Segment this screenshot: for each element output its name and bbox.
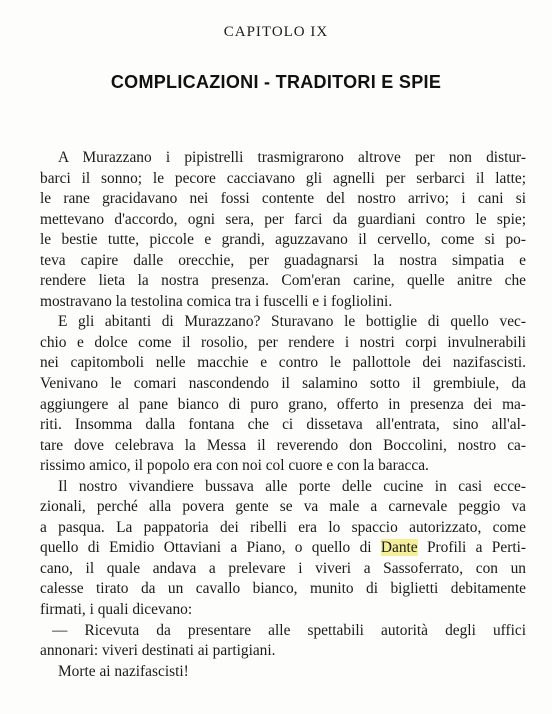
text-line: Morte ai nazifascisti! — [58, 662, 189, 680]
text-line-with-highlight — [40, 538, 526, 559]
text-line: riti. Insomma dalla fontana che ci dissetava all'entrata, sino all'al- — [40, 416, 526, 434]
text-segment: quello di Emidio Ottaviani a Piano, o quello di — [40, 539, 372, 557]
text-line: barci il sonno; le pecore cacciavano gli agnelli per serbarci il latte; — [40, 169, 526, 187]
text-line: teva capire dalle orecchie, per guadagnarsi la nostra simpatia e — [40, 251, 526, 269]
text-line: chio e dolce come il rosolio, per rendere i nostri corpi invulnerabili — [40, 333, 526, 351]
text-line: firmati, i quali dicevano: — [40, 601, 193, 619]
text-line: cano, il quale andava a prelevare i viveri a Sassoferrato, con un — [40, 559, 526, 577]
text-line: zionali, perché alla povera gente se va male a carnevale peggio va — [40, 498, 526, 516]
text-line: le bestie tutte, piccole e grandi, aguzzavano il cervello, come si po- — [40, 231, 526, 249]
text-line: tare dove celebrava la Messa il reverendo don Boccolini, nostro ca- — [40, 436, 526, 454]
text-line: rendere lieta la nostra presenza. Com'eran carine, quelle anitre che — [40, 272, 526, 290]
body-text — [40, 148, 526, 682]
text-line: nei capitomboli nelle macchie e contro le pallottole dei nazifascisti. — [40, 354, 526, 372]
text-line: a pasqua. La pappatoria dei ribelli era lo spaccio autorizzato, come — [40, 518, 526, 536]
text-line: mostravano la testolina comica tra i fuscelli e i fogliolini. — [40, 292, 393, 310]
text-line: — Ricevuta da presentare alle spettabili autorità degli uffici — [52, 621, 526, 639]
text-line: E gli abitanti di Murazzano? Sturavano le bottiglie di quello vec- — [58, 313, 526, 331]
text-line: mettevano d'accordo, ogni sera, per farci da guardiani contro le spie; — [40, 210, 526, 228]
text-line: annonari: viveri destinati ai partigiani. — [40, 642, 276, 660]
text-line: calesse tirato da un cavallo bianco, munito di biglietti debitamente — [40, 580, 526, 598]
text-line: rissimo amico, il popolo era con noi col cuore e con la baracca. — [40, 457, 429, 475]
text-line: Venivano le comari nascondendo il salamino sotto il grembiule, da — [40, 375, 526, 393]
text-segment: Profili a Perti- — [426, 539, 526, 557]
highlighted-word: Dante — [380, 539, 418, 557]
text-line: Il nostro vivandiere bussava alle porte delle cucine in casi ecce- — [58, 477, 526, 495]
chapter-label: CAPITOLO IX — [223, 24, 329, 40]
text-line: A Murazzano i pipistrelli trasmigrarono altrove per non distur- — [58, 149, 526, 166]
text-line: le rane gracidavano nei fossi contente del nostro arrivo; i cani si — [40, 190, 526, 208]
chapter-title: COMPLICAZIONI - TRADITORI E SPIE — [110, 72, 442, 92]
text-line: aggiungere al pane bianco di puro grano, offerto in presenza dei ma- — [40, 395, 526, 413]
